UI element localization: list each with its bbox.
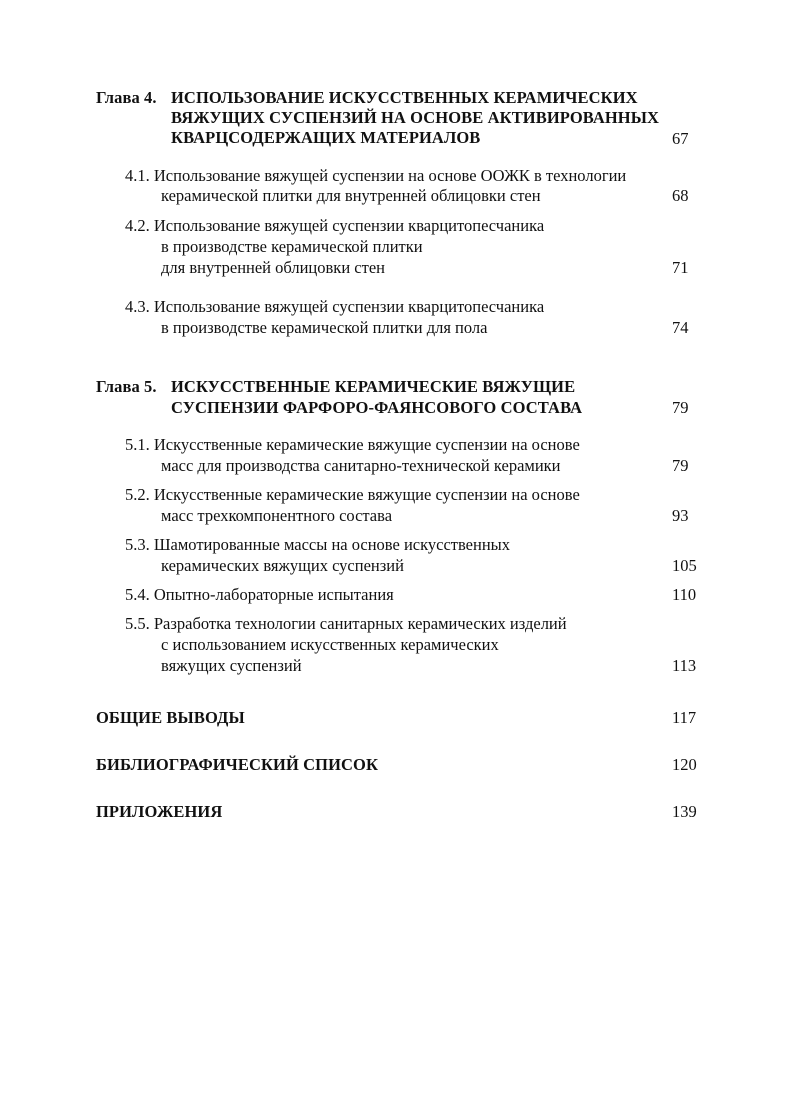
chapter-4-title-line-3: КВАРЦСОДЕРЖАЩИХ МАТЕРИАЛОВ — [171, 128, 481, 147]
section-4-2-page: 71 — [672, 258, 689, 277]
section-5-2-line-1: 5.2. Искусственные керамические вяжущие суспензии на основе — [125, 485, 580, 504]
section-5-1-page: 79 — [672, 456, 689, 475]
section-5-5-line-1: 5.5. Разработка технологии санитарных керамических изделий — [125, 614, 567, 633]
section-4-1-line-1: 4.1. Использование вяжущей суспензии на основе ООЖК в технологии — [125, 166, 627, 185]
section-5-3-line-2: керамических вяжущих суспензий — [161, 556, 404, 575]
section-4-3-line-1: 4.3. Использование вяжущей суспензии кварцитопесчаника — [125, 297, 545, 316]
appendices-page: 139 — [672, 802, 697, 821]
section-4-3-page: 74 — [672, 318, 689, 337]
chapter-4-prefix: Глава 4. — [96, 88, 157, 107]
section-5-2-page: 93 — [672, 506, 689, 525]
section-4-2-line-3: для внутренней облицовки стен — [161, 258, 385, 277]
section-5-5-page: 113 — [672, 656, 697, 675]
section-4-2-line-2: в производстве керамической плитки — [161, 237, 423, 256]
chapter-4-page: 67 — [672, 129, 689, 148]
section-4-1-line-2: керамической плитки для внутренней облицовки стен — [161, 186, 541, 205]
chapter-4-title-line-2: ВЯЖУЩИХ СУСПЕНЗИЙ НА ОСНОВЕ АКТИВИРОВАННЫХ — [171, 108, 660, 127]
chapter-5-page: 79 — [672, 398, 689, 417]
section-4-3-line-2: в производстве керамической плитки для пола — [161, 318, 488, 337]
section-5-1-line-1: 5.1. Искусственные керамические вяжущие суспензии на основе — [125, 435, 580, 454]
bibliography-page: 120 — [672, 755, 697, 774]
chapter-5-prefix: Глава 5. — [96, 377, 157, 396]
section-5-3-page: 105 — [672, 556, 697, 575]
section-5-5-line-3: вяжущих суспензий — [161, 656, 302, 675]
section-5-1-line-2: масс для производства санитарно-технической керамики — [161, 456, 561, 475]
chapter-5-title-line-2: СУСПЕНЗИИ ФАРФОРО-ФАЯНСОВОГО СОСТАВА — [171, 398, 583, 417]
section-4-1-page: 68 — [672, 186, 689, 205]
section-5-4-line-1: 5.4. Опытно-лабораторные испытания — [125, 585, 394, 604]
section-5-4-page: 110 — [672, 585, 697, 604]
bibliography-title: БИБЛИОГРАФИЧЕСКИЙ СПИСОК — [96, 755, 379, 774]
section-4-2-line-1: 4.2. Использование вяжущей суспензии кварцитопесчаника — [125, 216, 545, 235]
appendices-title: ПРИЛОЖЕНИЯ — [96, 802, 223, 821]
conclusions-title: ОБЩИЕ ВЫВОДЫ — [96, 708, 245, 727]
conclusions-page: 117 — [672, 708, 697, 727]
chapter-4-title-line-1: ИСПОЛЬЗОВАНИЕ ИСКУССТВЕННЫХ КЕРАМИЧЕСКИХ — [171, 88, 638, 107]
section-5-3-line-1: 5.3. Шамотированные массы на основе искусственных — [125, 535, 511, 554]
chapter-5-title-line-1: ИСКУССТВЕННЫЕ КЕРАМИЧЕСКИЕ ВЯЖУЩИЕ — [171, 377, 576, 396]
section-5-5-line-2: с использованием искусственных керамических — [161, 635, 499, 654]
section-5-2-line-2: масс трехкомпонентного состава — [161, 506, 393, 525]
